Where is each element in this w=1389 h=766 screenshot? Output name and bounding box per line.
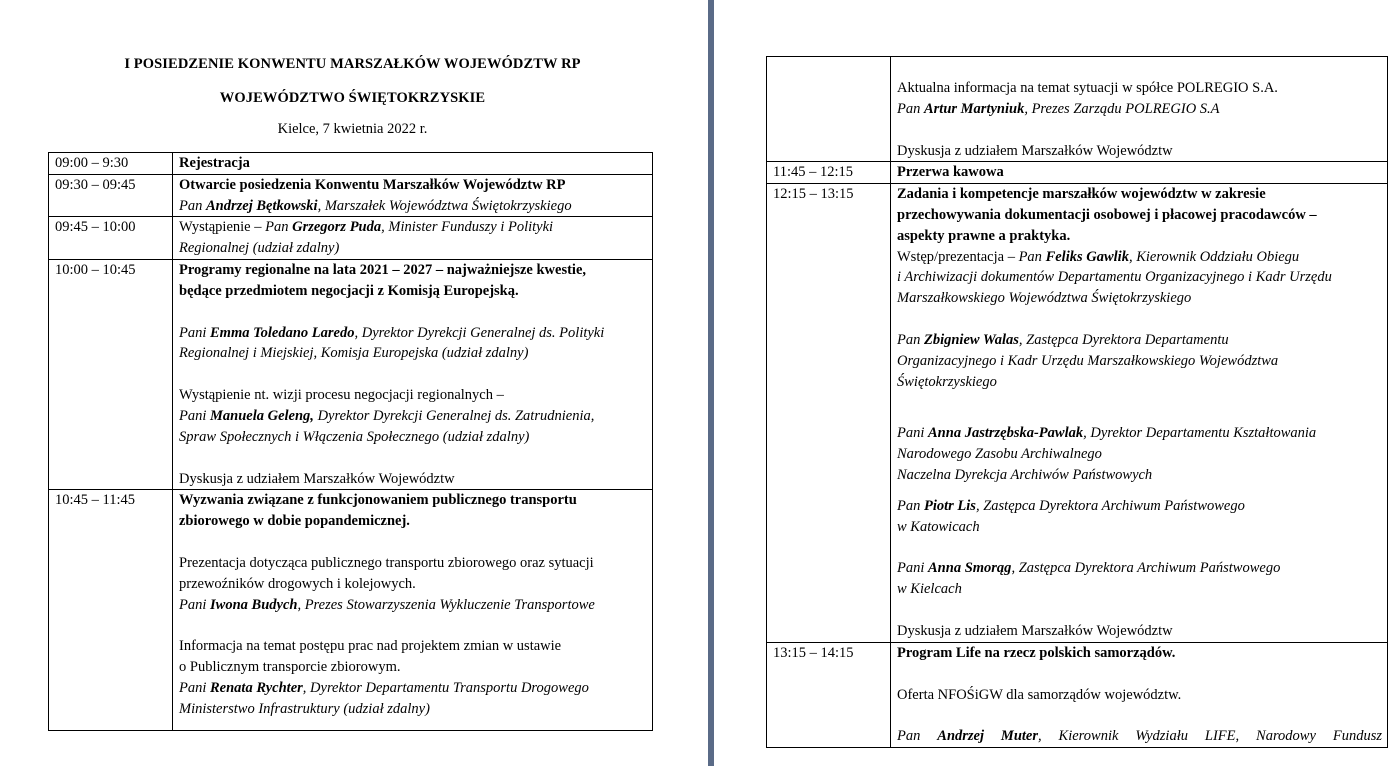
- item-cell: [891, 162, 1388, 184]
- speaker-role: Regionalnej (udział zdalny): [179, 240, 340, 257]
- speaker: [897, 496, 1382, 517]
- document-subtitle: WOJEWÓDZTWO ŚWIĘTOKRZYSKIE: [219, 90, 486, 106]
- item-title: Wyzwania związane z funkcjonowaniem publicznego transportu: [179, 492, 577, 509]
- time-cell: 10:00 – 10:45: [49, 259, 173, 489]
- document-page-right: [717, 0, 1389, 766]
- agenda-row: [49, 153, 653, 175]
- speaker-prefix: Pan: [179, 197, 206, 214]
- speaker-name: Andrzej Muter: [937, 728, 1038, 745]
- speaker: [897, 99, 1382, 120]
- item-title: przechowywania dokumentacji osobowej i płacowej pracodawców –: [897, 206, 1317, 223]
- speaker-prefix: Pan: [897, 331, 924, 348]
- speaker-role: , Zastępca Dyrektora Departamentu: [1018, 331, 1229, 348]
- speaker-name: Andrzej Bętkowski: [205, 197, 318, 214]
- item-text: Prezentacja dotycząca publicznego transportu zbiorowego oraz sytuacji: [179, 554, 594, 571]
- agenda-row: [767, 57, 1388, 162]
- speaker-name: Artur Martyniuk: [923, 100, 1025, 117]
- speaker: [179, 406, 647, 427]
- speaker-role: Dyrektor Dyrekcji Generalnej ds. Zatrudnienia,: [313, 407, 595, 424]
- speaker-name: Zbigniew Walas: [923, 331, 1019, 348]
- speaker-lead: Wystąpienie nt. wizji procesu negocjacji regionalnych –: [179, 387, 504, 404]
- discussion-note: Dyskusja z udziałem Marszałków Województw: [897, 142, 1173, 159]
- speaker-prefix: Pan: [265, 219, 293, 236]
- speaker-role: , Kierownik Wydziału LIFE, Narodowy Fundusz: [1038, 728, 1382, 745]
- document-title: I POSIEDZENIE KONWENTU MARSZAŁKÓW WOJEWÓDZTW RP: [124, 56, 581, 72]
- time-cell: 12:15 – 13:15: [767, 184, 891, 643]
- speaker-name: Anna Jastrzębska-Pawlak: [928, 425, 1084, 442]
- item-cell: [891, 57, 1388, 162]
- agenda-row: [49, 174, 653, 217]
- speaker: [897, 330, 1382, 351]
- speaker-name: Renata Rychter: [210, 679, 303, 696]
- agenda-row: [767, 184, 1388, 643]
- speaker: [179, 595, 647, 616]
- agenda-row: [49, 490, 653, 730]
- speaker: [897, 423, 1382, 444]
- item-title: Przerwa kawowa: [897, 164, 1004, 181]
- speaker-role: Spraw Społecznych i Włączenia Społecznego (udział zdalny): [179, 428, 530, 445]
- speaker-role: Marszałkowskiego Województwa Świętokrzyskiego: [897, 290, 1192, 307]
- speaker-prefix: Pani: [897, 560, 929, 577]
- agenda-row: [767, 642, 1388, 747]
- time-cell: 11:45 – 12:15: [767, 162, 891, 184]
- speaker-role: , Dyrektor Departamentu Kształtowania: [1083, 425, 1317, 442]
- speaker-prefix: Pani: [179, 407, 211, 424]
- item-text: Oferta NFOŚiGW dla samorządów województw.: [897, 686, 1182, 703]
- speaker-role: Regionalnej i Miejskiej, Komisja Europejska (udział zdalny): [179, 345, 529, 362]
- item-text: przewoźników drogowych i kolejowych.: [179, 575, 416, 592]
- item-title: Rejestracja: [179, 155, 250, 171]
- speaker-prefix: Pani: [897, 425, 929, 442]
- item-text: Aktualna informacja na temat sytuacji w spółce POLREGIO S.A.: [897, 80, 1278, 96]
- speaker: [179, 323, 647, 344]
- item-text: Informacja na temat postępu prac nad projektem zmian w ustawie: [179, 638, 562, 655]
- speaker-name: Grzegorz Puda: [292, 219, 382, 236]
- item-cell: [173, 217, 653, 260]
- speaker-prefix: Pani: [179, 679, 211, 696]
- page-separator: [705, 0, 717, 766]
- speaker-role: , Zastępca Dyrektora Archiwum Państwowego: [975, 497, 1245, 514]
- speaker-name: Emma Toledano Laredo: [210, 324, 355, 341]
- item-cell: [173, 259, 653, 489]
- agenda-table-right: [766, 56, 1388, 748]
- speaker-role: , Prezes Zarządu POLREGIO S.A: [1024, 100, 1220, 117]
- item-title: Program Life na rzecz polskich samorządów.: [897, 644, 1176, 661]
- agenda-table-left: [48, 152, 653, 731]
- speaker: [179, 217, 647, 238]
- speaker-prefix: Pan: [897, 100, 924, 117]
- item-title: aspekty prawne a praktyka.: [897, 227, 1071, 244]
- speaker: [179, 196, 647, 217]
- time-cell: 10:45 – 11:45: [49, 490, 173, 730]
- time-cell: 09:00 – 9:30: [49, 153, 173, 175]
- speaker-name: Piotr Lis: [923, 497, 976, 514]
- speaker-name: Iwona Budych: [210, 596, 298, 613]
- item-cell: [173, 153, 653, 175]
- speaker: [897, 558, 1382, 579]
- speaker-name: Anna Smorąg: [928, 560, 1012, 577]
- speaker: [897, 247, 1382, 268]
- speaker-role: , Dyrektor Departamentu Transportu Drogowego: [302, 679, 589, 696]
- time-cell: 09:30 – 09:45: [49, 174, 173, 217]
- item-text: o Publicznym transporcie zbiorowym.: [179, 659, 401, 676]
- agenda-row: [767, 162, 1388, 184]
- time-cell: 13:15 – 14:15: [767, 642, 891, 747]
- discussion-note: Dyskusja z udziałem Marszałków Województw: [179, 470, 455, 487]
- speaker-role: Świętokrzyskiego: [897, 373, 997, 390]
- speaker-role: , Kierownik Oddziału Obiegu: [1128, 248, 1300, 265]
- time-cell: [767, 57, 891, 162]
- speaker-role: Ministerstwo Infrastruktury (udział zdalny): [179, 700, 430, 717]
- speaker-name: Feliks Gawlik: [1045, 248, 1129, 265]
- speaker-role: Naczelna Dyrekcja Archiwów Państwowych: [897, 466, 1153, 483]
- speaker-role: Narodowego Zasobu Archiwalnego: [897, 446, 1102, 463]
- speaker-prefix: Pan: [1018, 248, 1046, 265]
- agenda-row: [49, 259, 653, 489]
- speaker-prefix: Pan: [897, 728, 938, 745]
- speaker-prefix: Pani: [179, 596, 211, 613]
- speaker-role: , Marszałek Województwa Świętokrzyskiego: [317, 197, 572, 214]
- place-date: Kielce, 7 kwietnia 2022 r.: [277, 121, 428, 137]
- agenda-row: [49, 217, 653, 260]
- speaker-prefix: Pan: [897, 497, 924, 514]
- discussion-note: Dyskusja z udziałem Marszałków Województw: [897, 622, 1173, 639]
- item-title: Otwarcie posiedzenia Konwentu Marszałków Województw RP: [179, 176, 566, 193]
- item-cell: [891, 642, 1388, 747]
- speaker-prefix: Pani: [179, 324, 211, 341]
- item-cell: [173, 490, 653, 730]
- speaker-role: w Katowicach: [897, 518, 980, 535]
- speaker-role: , Zastępca Dyrektora Archiwum Państwowego: [1011, 560, 1281, 577]
- item-title: zbiorowego w dobie popandemicznej.: [179, 513, 410, 530]
- speaker: [897, 726, 1382, 747]
- item-title: Zadania i kompetencje marszałków województw w zakresie: [897, 186, 1266, 203]
- speaker: [179, 678, 647, 699]
- speaker-lead: Wystąpienie –: [179, 219, 266, 236]
- item-title: będące przedmiotem negocjacji z Komisją Europejską.: [179, 282, 519, 299]
- time-cell: 09:45 – 10:00: [49, 217, 173, 260]
- speaker-role: w Kielcach: [897, 581, 962, 598]
- item-title: Programy regionalne na lata 2021 – 2027 – najważniejsze kwestie,: [179, 261, 587, 278]
- speaker-role: Organizacyjnego i Kadr Urzędu Marszałkowskiego Województwa: [897, 352, 1279, 369]
- speaker-role: i Archiwizacji dokumentów Departamentu Organizacyjnego i Kadr Urzędu: [897, 269, 1332, 286]
- item-cell: [173, 174, 653, 217]
- speaker-role: , Minister Funduszy i Polityki: [381, 219, 554, 236]
- speaker-name: Manuela Geleng,: [210, 407, 314, 424]
- item-cell: [891, 184, 1388, 643]
- speaker-lead: Wstęp/prezentacja –: [897, 248, 1019, 265]
- speaker-role: , Prezes Stowarzyszenia Wykluczenie Transportowe: [297, 596, 595, 613]
- speaker-role: , Dyrektor Dyrekcji Generalnej ds. Polityki: [354, 324, 605, 341]
